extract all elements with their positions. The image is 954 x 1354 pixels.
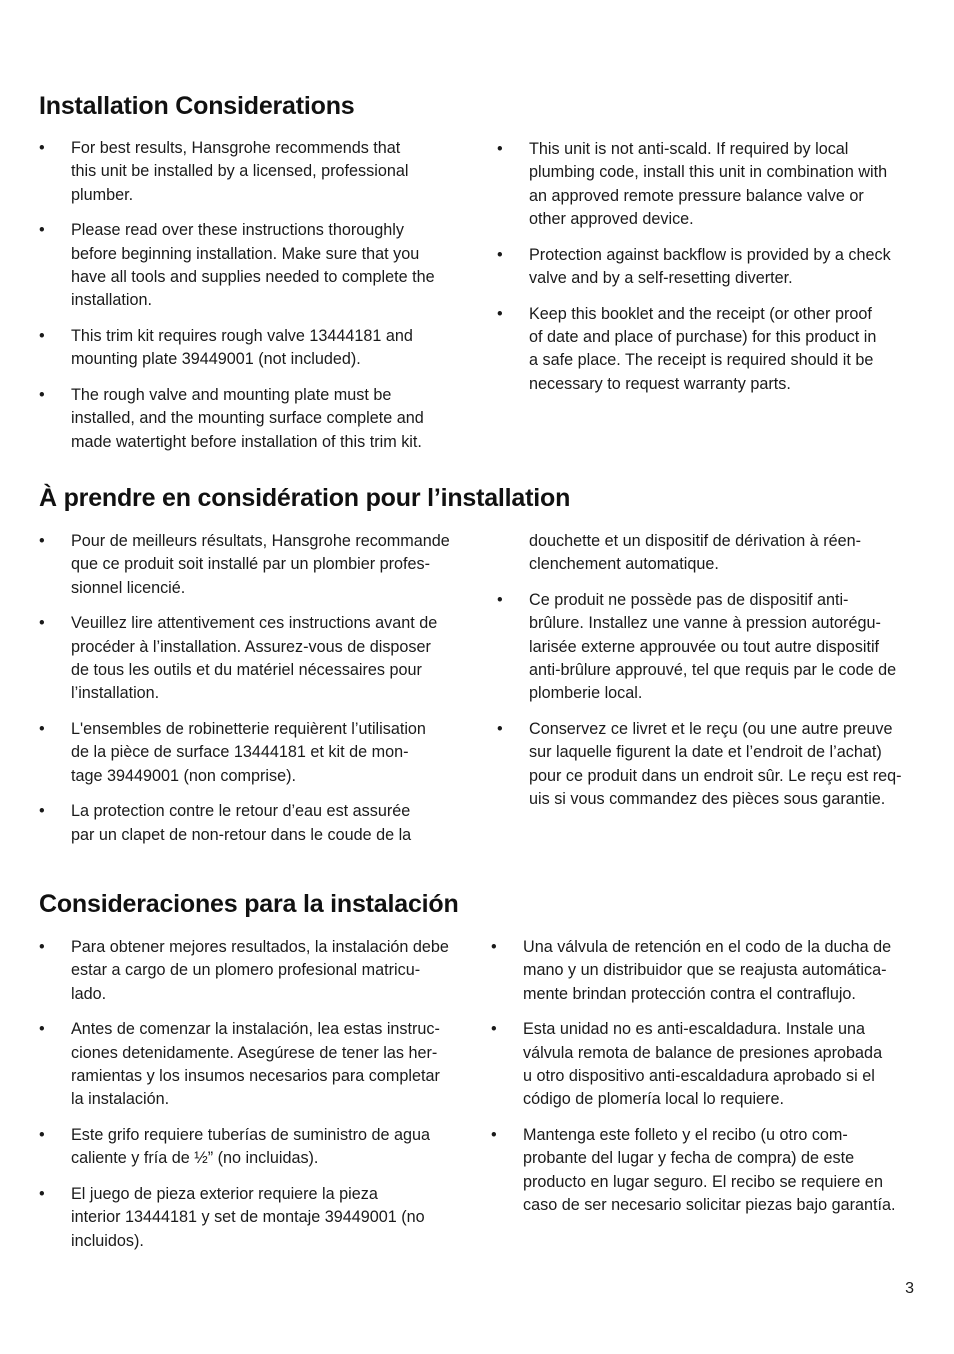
text-line: sur laquelle figurent la date et l’endroit de l’achat) — [529, 743, 882, 762]
text-line: clenchement automatique. — [529, 555, 719, 574]
text-line: Mantenga este folleto y el recibo (u otro com- — [523, 1126, 848, 1145]
page-number: 3 — [905, 1280, 914, 1297]
text-line: de tous les outils et du matériel nécessaires pour — [71, 660, 422, 679]
text-line: brûlure. Installez une vanne à pression autorégu- — [529, 614, 881, 633]
heading-consideraciones: Consideraciones para la instalación — [39, 890, 459, 918]
bullet-icon: • — [497, 591, 503, 610]
bullet-icon: • — [39, 221, 45, 240]
text-line: The rough valve and mounting plate must be — [71, 386, 392, 405]
text-line: This trim kit requires rough valve 13444181 and — [71, 327, 413, 346]
text-line: incluidos). — [71, 1231, 144, 1250]
bullet-icon: • — [497, 140, 503, 158]
text-line: código de plomería local lo requiere. — [523, 1090, 784, 1109]
text-line: Protection against backflow is provided by a check — [529, 245, 891, 264]
bullet-icon: • — [39, 1185, 45, 1204]
bullet-item — [497, 589, 927, 705]
bullet-icon: • — [39, 386, 45, 405]
bullet-item — [491, 936, 927, 1006]
text-line: have all tools and supplies needed to complete the — [71, 267, 435, 286]
text-line: estar a cargo de un plomero profesional matricu- — [71, 961, 421, 980]
text-line: ciones detenidamente. Asegúrese de tener las her- — [71, 1043, 438, 1062]
text-line: installation. — [71, 291, 152, 310]
bullet-icon: • — [491, 1020, 497, 1039]
bullet-icon: • — [39, 614, 45, 633]
bullet-item — [497, 138, 927, 231]
text-line: la instalación. — [71, 1090, 170, 1109]
bullet-item — [39, 219, 479, 312]
bullet-icon: • — [497, 304, 503, 323]
text-line: de la pièce de surface 13444181 et kit de mon- — [71, 743, 409, 762]
text-line: Conservez ce livret et le reçu (ou une autre preuve — [529, 720, 893, 739]
text-line: Una válvula de retención en el codo de la ducha de — [523, 938, 892, 956]
bullet-icon: • — [39, 1020, 45, 1039]
text-line: uis si vous commandez des pièces sous garantie. — [529, 789, 886, 808]
text-line: interior 13444181 y set de montaje 39449001 (no — [71, 1208, 425, 1227]
text-line: valve and by a self-resetting diverter. — [529, 268, 793, 287]
text-line: anti-brûlure approuvé, tel que requis par le code de — [529, 660, 897, 679]
text-line: other approved device. — [529, 209, 694, 228]
bullet-item — [39, 800, 479, 847]
text-line: before beginning installation. Make sure that you — [71, 244, 420, 263]
text-line: ramientas y los insumos necesarios para completar — [71, 1066, 440, 1085]
bullet-icon: • — [39, 802, 45, 821]
bullet-icon: • — [491, 1126, 497, 1145]
bullet-item — [491, 1124, 927, 1217]
bullet-item — [497, 718, 927, 811]
bullet-icon: • — [497, 720, 503, 739]
text-line: installed, and the mounting surface complete and — [71, 409, 424, 428]
es-right-column — [491, 936, 927, 1217]
text-line: probante del lugar y fecha de compra) de este — [523, 1149, 855, 1168]
text-line: Este grifo requiere tuberías de suministro de agua — [71, 1126, 431, 1145]
fr-right-column — [497, 530, 927, 811]
text-line: mente brindan protección contra el contraflujo. — [523, 984, 856, 1003]
text-line: plomberie local. — [529, 684, 643, 703]
text-line: Veuillez lire attentivement ces instructions avant de — [71, 614, 438, 633]
text-line: necessary to request warranty parts. — [529, 374, 791, 393]
bullet-item — [39, 718, 479, 788]
bullet-item — [39, 612, 479, 705]
text-line: For best results, Hansgrohe recommends that — [71, 139, 401, 157]
bullet-item — [39, 137, 479, 207]
text-line: Antes de comenzar la instalación, lea estas instruc- — [71, 1020, 440, 1039]
text-line: caliente y fría de ½” (no incluidas). — [71, 1149, 319, 1168]
text-line: douchette et un dispositif de dérivation à réen- — [529, 532, 862, 550]
fr-left-column — [39, 530, 479, 847]
es-left-column — [39, 936, 479, 1253]
text-line: plumbing code, install this unit in combination with — [529, 163, 888, 182]
bullet-item — [39, 936, 479, 1006]
en-left-column — [39, 137, 479, 454]
text-line: larisée externe approuvée ou tout autre dispositif — [529, 637, 880, 656]
text-line: Keep this booklet and the receipt (or other proof — [529, 304, 872, 323]
heading-installation-considerations: Installation Considerations — [39, 92, 355, 120]
text-line: plumber. — [71, 185, 134, 204]
text-line: an approved remote pressure balance valve or — [529, 186, 864, 205]
bullet-icon: • — [497, 245, 503, 264]
text-line: producto en lugar seguro. El recibo se requiere en — [523, 1172, 883, 1191]
bullet-icon: • — [491, 938, 497, 956]
text-line: This unit is not anti-scald. If required by local — [529, 140, 849, 158]
text-line: mounting plate 39449001 (not included). — [71, 350, 361, 369]
text-line: par un clapet de non-retour dans le coude de la — [71, 825, 412, 844]
bullet-item — [39, 1183, 479, 1253]
text-line: Pour de meilleurs résultats, Hansgrohe recommande — [71, 532, 450, 550]
fr-right-continuation — [497, 530, 927, 577]
text-line: L'ensembles de robinetterie requièrent l’utilisation — [71, 720, 426, 739]
text-line: La protection contre le retour d’eau est assurée — [71, 802, 411, 821]
text-line: u otro dispositivo anti-escaldadura aprobado si el — [523, 1066, 875, 1085]
bullet-item — [39, 1124, 479, 1171]
bullet-item — [491, 1018, 927, 1111]
bullet-icon: • — [39, 938, 45, 956]
bullet-item — [39, 325, 479, 372]
en-right-column — [497, 138, 927, 396]
text-line: Please read over these instructions thoroughly — [71, 221, 404, 240]
text-line: sionnel licencié. — [71, 578, 186, 597]
text-line: Ce produit ne possède pas de dispositif anti- — [529, 591, 849, 610]
bullet-icon: • — [39, 720, 45, 739]
bullet-icon: • — [39, 139, 45, 157]
bullet-item — [39, 384, 479, 454]
text-line: válvula remota de balance de presiones aprobada — [523, 1043, 883, 1062]
text-line: Esta unidad no es anti-escaldadura. Instale una — [523, 1020, 865, 1039]
text-line: tage 39449001 (non comprise). — [71, 766, 296, 785]
bullet-item — [39, 1018, 479, 1111]
text-line: Para obtener mejores resultados, la instalación debe — [71, 938, 449, 956]
text-line: lado. — [71, 984, 107, 1003]
bullet-icon: • — [39, 532, 45, 550]
heading-prendre-en-consideration: À prendre en considération pour l’installation — [39, 484, 571, 512]
text-line: que ce produit soit installé par un plombier profes- — [71, 555, 431, 574]
bullet-item — [497, 244, 927, 291]
bullet-item — [39, 530, 479, 600]
text-line: caso de ser necesario solicitar piezas bajo garantía. — [523, 1195, 896, 1214]
text-line: a safe place. The receipt is required should it be — [529, 351, 874, 370]
text-line: of date and place of purchase) for this product in — [529, 328, 877, 347]
bullet-icon: • — [39, 1126, 45, 1145]
text-line: made watertight before installation of this trim kit. — [71, 432, 422, 451]
text-line: l’installation. — [71, 684, 160, 703]
text-line: El juego de pieza exterior requiere la pieza — [71, 1185, 378, 1204]
bullet-item — [497, 303, 927, 396]
text-line: pour ce produit dans un endroit sûr. Le reçu est req- — [529, 766, 902, 785]
text-line: mano y un distribuidor que se reajusta automática- — [523, 961, 887, 980]
bullet-icon: • — [39, 327, 45, 346]
text-line: procéder à l’installation. Assurez-vous de disposer — [71, 637, 431, 656]
fr-right-list — [497, 589, 927, 811]
text-line: this unit be installed by a licensed, professional — [71, 162, 409, 181]
